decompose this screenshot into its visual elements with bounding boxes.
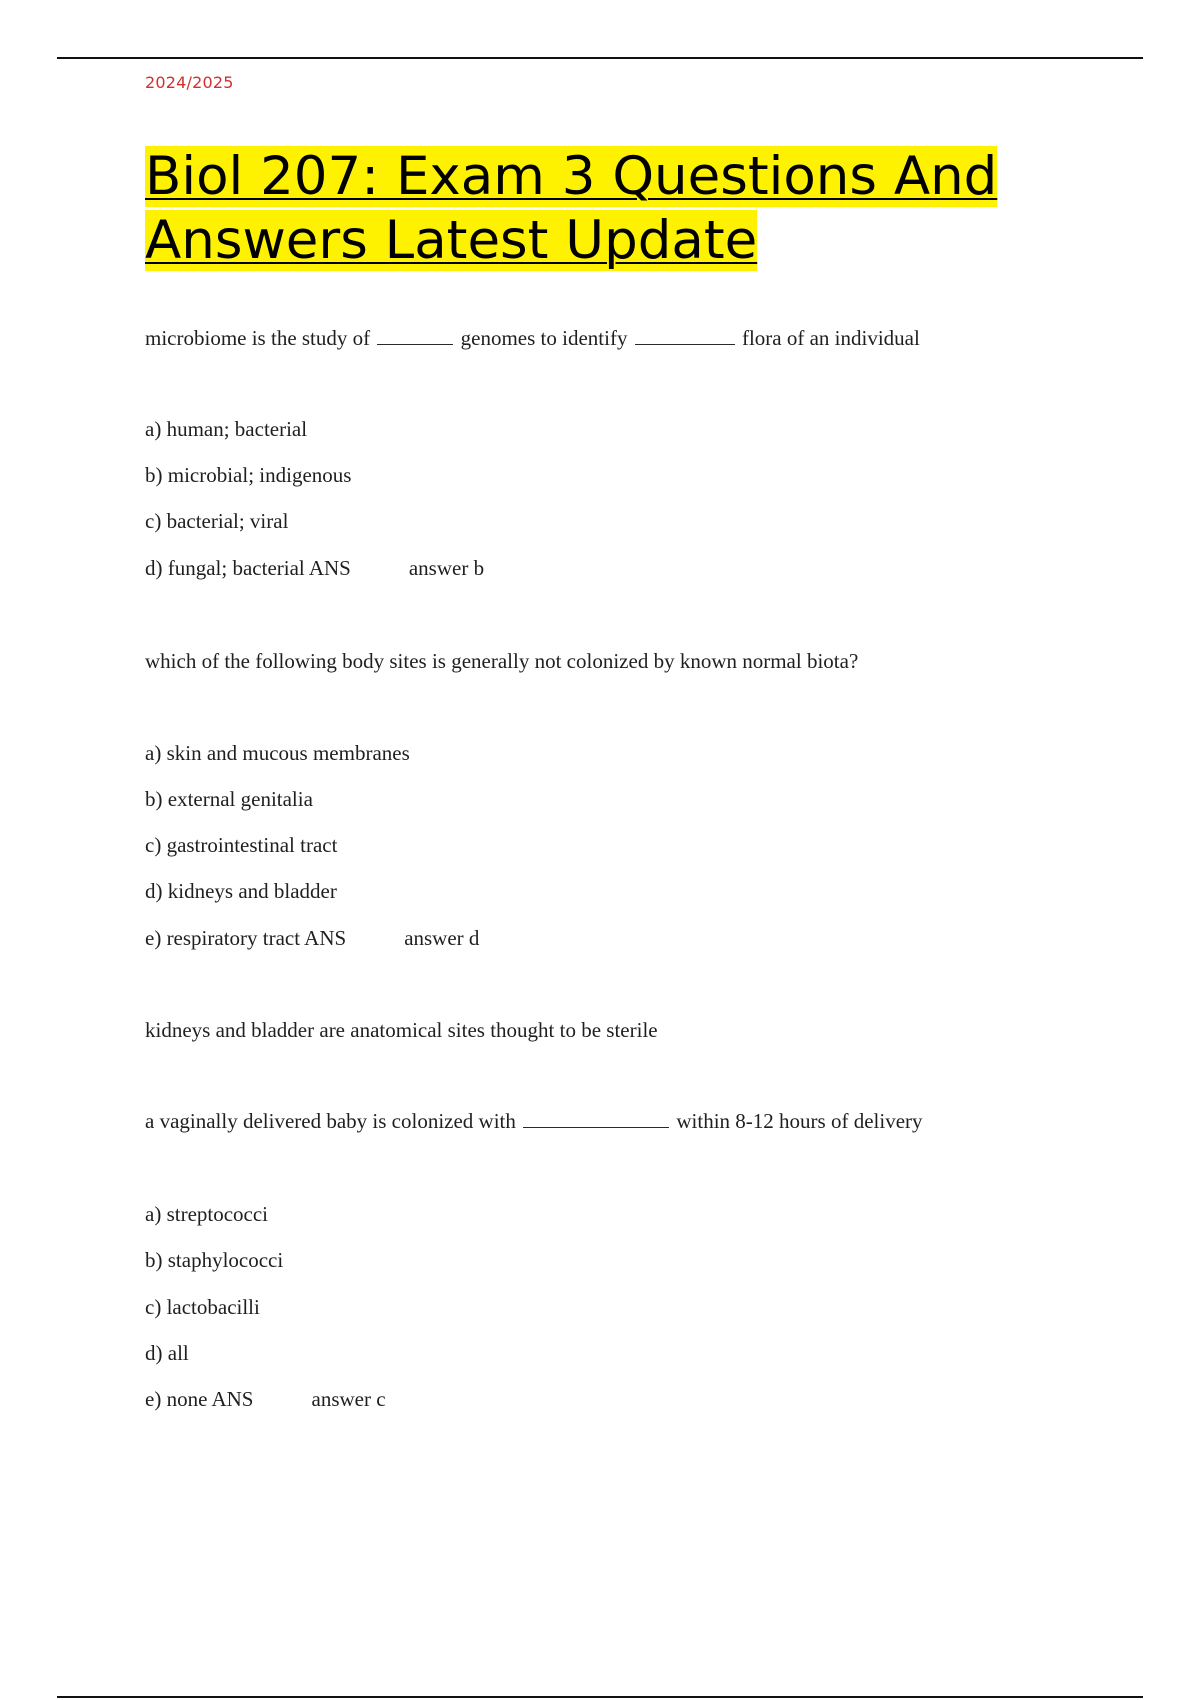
question-4-stem: a vaginally delivered baby is colonized with within 8-12 hours of delivery — [145, 1109, 923, 1133]
question-2-option-b: b) external genitalia — [145, 787, 313, 811]
question-4-answer: answer c — [311, 1387, 386, 1411]
question-2-option-a: a) skin and mucous membranes — [145, 741, 410, 765]
title-line-1: Biol 207: Exam 3 Questions And — [145, 146, 998, 207]
question-1-answer: answer b — [408, 556, 485, 580]
question-4-option-c: c) lactobacilli — [145, 1295, 260, 1319]
header-date: 2024/2025 — [145, 73, 234, 92]
question-1-option-a: a) human; bacterial — [145, 417, 308, 441]
question-2-option-e: e) respiratory tract ANS answer d — [145, 926, 480, 950]
blank-line — [523, 1111, 669, 1128]
top-rule — [57, 57, 1143, 59]
question-4-option-e: e) none ANS answer c — [145, 1387, 386, 1411]
question-2-option-c: c) gastrointestinal tract — [145, 833, 338, 857]
question-2-stem: which of the following body sites is generally not colonized by known normal biota? — [145, 649, 859, 673]
document-title — [145, 145, 1045, 273]
question-1-option-c: c) bacterial; viral — [145, 509, 289, 533]
question-1-option-b: b) microbial; indigenous — [145, 463, 352, 487]
statement-1: kidneys and bladder are anatomical sites thought to be sterile — [145, 1018, 658, 1042]
question-2-option-d: d) kidneys and bladder — [145, 879, 337, 903]
question-4-option-a: a) streptococci — [145, 1202, 269, 1226]
question-2-answer: answer d — [404, 926, 480, 950]
question-1-option-d: d) fungal; bacterial ANS answer b — [145, 556, 485, 580]
blank-line — [377, 328, 453, 345]
bottom-rule — [57, 1696, 1143, 1698]
blank-line — [635, 328, 735, 345]
question-4-option-d: d) all — [145, 1341, 189, 1365]
question-4-option-b: b) staphylococci — [145, 1248, 284, 1272]
title-line-2: Answers Latest Update — [145, 210, 758, 271]
question-1-stem: microbiome is the study of genomes to identify flora of an individual — [145, 326, 920, 350]
